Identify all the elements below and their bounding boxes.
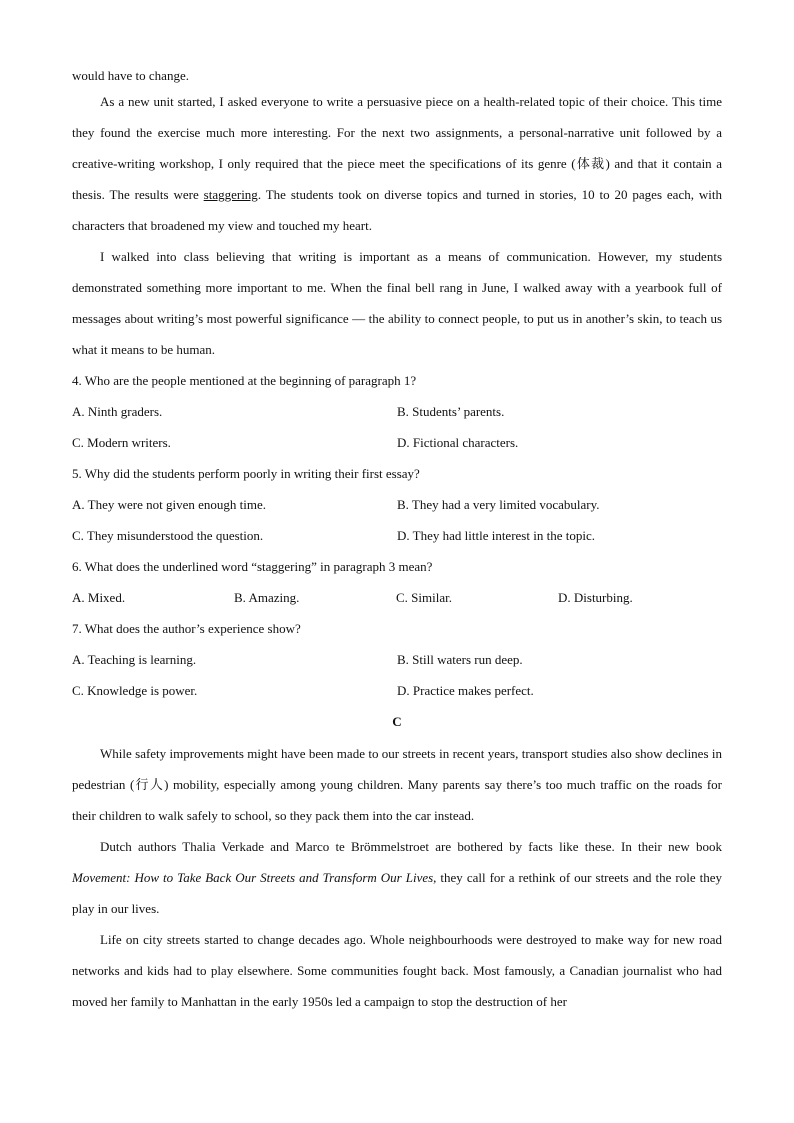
- passage-c-p2-start: Dutch authors Thalia Verkade and Marco te Brömmelstroet are bothered by facts like these. In their new book: [100, 839, 722, 854]
- question-5-option-a[interactable]: A. They were not given enough time.: [72, 497, 266, 512]
- question-7-option-c[interactable]: C. Knowledge is power.: [72, 683, 198, 698]
- question-4-option-b[interactable]: B. Students’ parents.: [397, 404, 505, 419]
- question-4-options: [72, 396, 722, 458]
- passage-c-title: C: [392, 714, 402, 729]
- underlined-word: staggering: [203, 187, 258, 202]
- question-5-options: [72, 489, 722, 551]
- question-5-option-b[interactable]: B. They had a very limited vocabulary.: [397, 497, 600, 512]
- passage-c-paragraph-2: [72, 831, 722, 924]
- passage-b-paragraph-2: [72, 86, 722, 241]
- passage-b-tail: would have to change.: [72, 68, 189, 83]
- question-7-option-d[interactable]: D. Practice makes perfect.: [397, 683, 534, 698]
- question-7-stem: 7. What does the author’s experience show?: [72, 621, 301, 636]
- question-5-stem: 5. Why did the students perform poorly in writing their first essay?: [72, 466, 420, 481]
- question-7-options: [72, 644, 722, 706]
- passage-c-paragraph-3: Life on city streets started to change decades ago. Whole neighbourhoods were destroyed to make way for new road networks and kids had to play elsewhere. Some communities fought back. Most famously, a Canadian journalist who had moved her family to Manhattan in the early 1950s led a campaign to stop the destruction of her: [72, 932, 722, 1009]
- question-4-option-d[interactable]: D. Fictional characters.: [397, 435, 519, 450]
- book-title: Movement: How to Take Back Our Streets and Transform Our Lives: [72, 870, 434, 885]
- question-4-stem: 4. Who are the people mentioned at the beginning of paragraph 1?: [72, 373, 417, 388]
- question-5-option-d[interactable]: D. They had little interest in the topic.: [397, 528, 595, 543]
- question-5-option-c[interactable]: C. They misunderstood the question.: [72, 528, 264, 543]
- question-7-option-b[interactable]: B. Still waters run deep.: [397, 652, 523, 667]
- question-6-option-d[interactable]: D. Disturbing.: [558, 590, 633, 605]
- passage-b-paragraph-3: I walked into class believing that writing is important as a means of communication. However, my students demonstrated something more important to me. When the final bell rang in June, I walked away with a yearbook full of messages about writing’s most powerful significance — the ability to connect people, to put us in another’s skin, to teach us what it means to be human.: [72, 249, 722, 357]
- passage-c-paragraph-1: While safety improvements might have been made to our streets in recent years, transport studies also show declines in pedestrian (行人) mobility, especially among young children. Many parents say there’s too much traffic on the roads for their children to walk safely to school, so they pack them into the car instead.: [72, 746, 722, 823]
- question-6-option-b[interactable]: B. Amazing.: [234, 590, 300, 605]
- page-content: [72, 66, 722, 1017]
- question-6-options: [72, 582, 722, 613]
- question-6-option-a[interactable]: A. Mixed.: [72, 590, 126, 605]
- question-4-option-a[interactable]: A. Ninth graders.: [72, 404, 163, 419]
- question-6-stem: 6. What does the underlined word “staggering” in paragraph 3 mean?: [72, 559, 433, 574]
- question-4-option-c[interactable]: C. Modern writers.: [72, 435, 171, 450]
- passage-c-p2-end: , they call for a rethink of our streets and the role they play in our lives.: [72, 870, 722, 916]
- question-6-option-c[interactable]: C. Similar.: [396, 590, 452, 605]
- question-7-option-a[interactable]: A. Teaching is learning.: [72, 652, 197, 667]
- passage-b-p2-text: As a new unit started, I asked everyone to write a persuasive piece on a health-related topic of their choice. This time they found the exercise much more interesting. For the next two assignments, a personal-narrative unit followed by a creative-writing workshop, I only required that the piece meet the specifications of its genre (体裁) and that it contain a thesis. The results were: [72, 94, 722, 202]
- passage-b-p2-end: . The students took on diverse topics and turned in stories, 10 to 20 pages each, with characters that broadened my view and touched my heart.: [72, 187, 722, 233]
